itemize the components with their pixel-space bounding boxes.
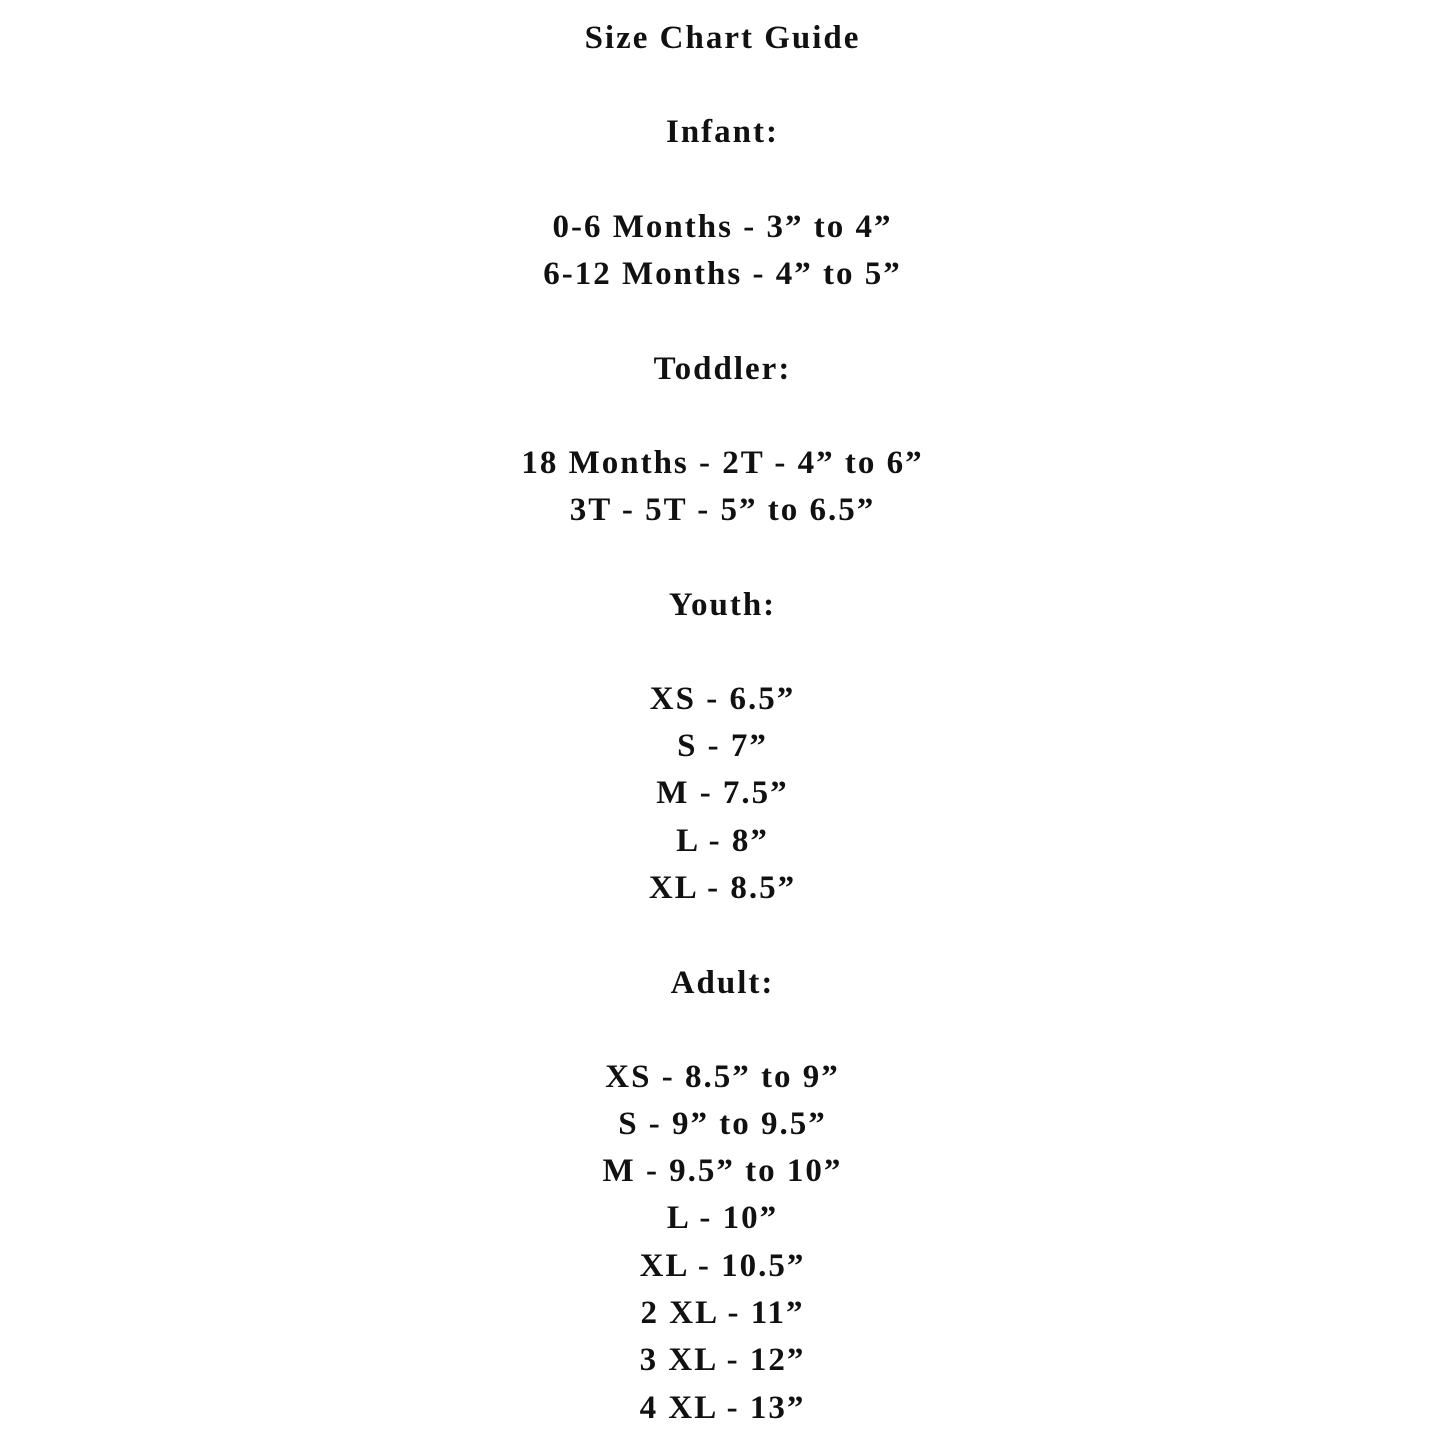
section-heading-infant: Infant: [665, 114, 780, 150]
page-title: Size Chart Guide [584, 20, 861, 56]
size-row: 2 XL - 11” [640, 1295, 805, 1331]
size-row: 18 Months - 2T - 4” to 6” [521, 445, 924, 481]
size-row: 4 XL - 13” [639, 1390, 806, 1426]
size-row: S - 9” to 9.5” [618, 1106, 827, 1142]
size-row: 0-6 Months - 3” to 4” [552, 209, 893, 245]
size-row: L - 10” [666, 1200, 779, 1236]
size-row: L - 8” [676, 823, 769, 859]
section-heading-adult: Adult: [670, 965, 775, 1001]
section-heading-toddler: Toddler: [653, 351, 792, 387]
size-row: XS - 6.5” [649, 681, 796, 717]
size-row: M - 7.5” [656, 775, 789, 811]
section-heading-youth: Youth: [668, 587, 777, 623]
size-row: 3 XL - 12” [639, 1342, 806, 1378]
size-row: XL - 10.5” [639, 1248, 806, 1284]
size-row: XL - 8.5” [648, 870, 797, 906]
size-row: 3T - 5T - 5” to 6.5” [569, 492, 876, 528]
size-row: 6-12 Months - 4” to 5” [543, 256, 902, 292]
size-row: S - 7” [677, 728, 768, 764]
size-row: XS - 8.5” to 9” [605, 1059, 840, 1095]
size-row: M - 9.5” to 10” [602, 1153, 843, 1189]
